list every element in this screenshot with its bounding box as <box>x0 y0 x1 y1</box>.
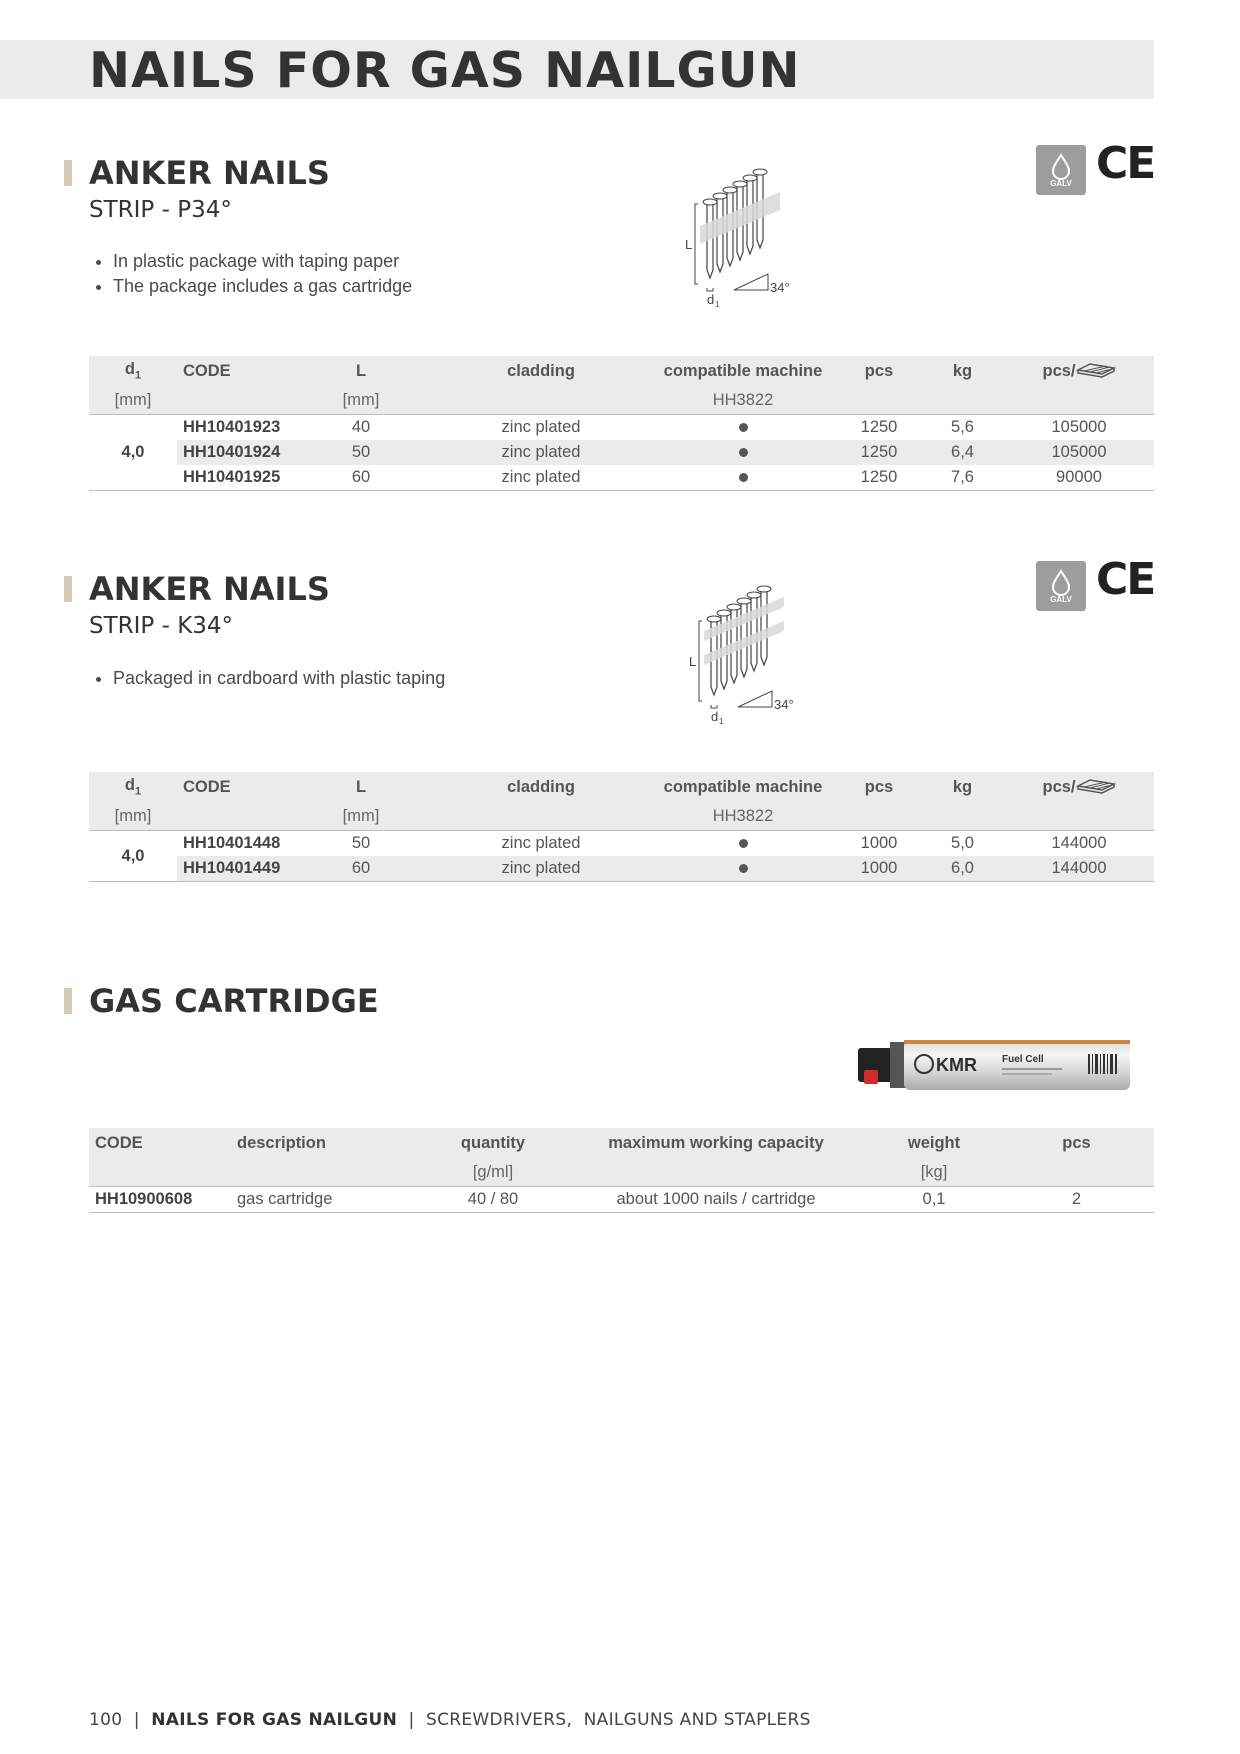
pcs-value: 1000 <box>837 856 921 882</box>
diameter-subscript: 1 <box>719 717 724 726</box>
product-code: HH10401924 <box>177 440 289 465</box>
length-label: L <box>689 654 697 669</box>
cladding-value: zinc plated <box>433 415 649 441</box>
header-code: CODE <box>177 356 289 386</box>
unit-weight: [kg] <box>869 1158 999 1187</box>
table-units-row <box>89 386 1154 415</box>
page-number: 100 <box>89 1710 123 1730</box>
table-row <box>89 465 1154 491</box>
header-cladding: cladding <box>433 772 649 802</box>
section-title: ANKER NAILS <box>89 154 330 192</box>
product-code: HH10401449 <box>177 856 289 882</box>
section-title: GAS CARTRIDGE <box>89 982 379 1020</box>
diameter-label: d <box>707 292 715 307</box>
header-code: CODE <box>177 772 289 802</box>
unit-quantity: [g/ml] <box>423 1158 563 1187</box>
angle-label: 34° <box>774 697 794 712</box>
table-header-row <box>89 1128 1154 1158</box>
header-weight: weight <box>869 1128 999 1158</box>
pcs-pallet-value: 144000 <box>1004 856 1154 882</box>
unit-length: [mm] <box>289 802 433 831</box>
pallet-icon <box>1076 362 1116 380</box>
header-pcs: pcs <box>837 356 921 386</box>
section-subtitle: STRIP - K34° <box>89 613 234 639</box>
angle-label: 34° <box>770 280 790 295</box>
table-header-row <box>89 356 1154 386</box>
header-description: description <box>237 1128 423 1158</box>
product-code: HH10900608 <box>89 1187 237 1213</box>
feature-item: • In plastic package with taping paper <box>113 249 412 274</box>
header-length: L <box>289 356 433 386</box>
feature-item: • The package includes a gas cartridge <box>113 274 412 299</box>
cladding-value: zinc plated <box>433 440 649 465</box>
galvanized-badge <box>1036 561 1086 611</box>
feature-list <box>89 249 412 299</box>
length-value: 60 <box>289 465 433 491</box>
section-title: ANKER NAILS <box>89 570 330 608</box>
pallet-icon <box>1076 778 1116 796</box>
header-d1: $d_1$ <box>89 772 177 802</box>
quantity-value: 40 / 80 <box>423 1187 563 1213</box>
cartridge-label: Fuel Cell <box>1002 1054 1044 1065</box>
product-code: HH10401925 <box>177 465 289 491</box>
pcs-pallet-value: 144000 <box>1004 831 1154 857</box>
diameter-label: d <box>711 709 719 724</box>
kg-value: 6,0 <box>921 856 1004 882</box>
feature-list <box>89 666 445 691</box>
compatible-dot <box>649 440 837 465</box>
header-pcs: pcs <box>837 772 921 802</box>
dot-icon <box>739 423 748 432</box>
compatible-dot <box>649 415 837 441</box>
capacity-value: about 1000 nails / cartridge <box>563 1187 869 1213</box>
section-subtitle: STRIP - P34° <box>89 197 232 223</box>
table-row <box>89 440 1154 465</box>
d1-value: 4,0 <box>89 831 177 882</box>
section-accent-bar <box>64 576 72 602</box>
section-accent-bar <box>64 988 72 1014</box>
pcs-value: 1250 <box>837 415 921 441</box>
cladding-value: zinc plated <box>433 465 649 491</box>
footer-separator: | <box>133 1710 140 1730</box>
header-quantity: quantity <box>423 1128 563 1158</box>
unit-length: [mm] <box>289 386 433 415</box>
header-d1: $d_1$ <box>89 356 177 386</box>
dot-icon <box>739 448 748 457</box>
kg-value: 6,4 <box>921 440 1004 465</box>
cartridge-brand: KMR <box>936 1055 977 1075</box>
pcs-value: 1250 <box>837 440 921 465</box>
footer-separator: | <box>408 1710 415 1730</box>
nail-strip-diagram <box>688 577 818 737</box>
length-value: 60 <box>289 856 433 882</box>
dot-icon <box>739 864 748 873</box>
compatible-dot <box>649 465 837 491</box>
table-units-row <box>89 802 1154 831</box>
unit-d1: [mm] <box>89 802 177 831</box>
compatible-dot <box>649 856 837 882</box>
page-footer <box>89 1710 811 1730</box>
pcs-pallet-value: 90000 <box>1004 465 1154 491</box>
table-header-row <box>89 772 1154 802</box>
kg-value: 5,0 <box>921 831 1004 857</box>
length-value: 50 <box>289 831 433 857</box>
header-cladding: cladding <box>433 356 649 386</box>
ce-mark-icon: CE <box>1096 554 1155 605</box>
weight-value: 0,1 <box>869 1187 999 1213</box>
ce-mark-icon: CE <box>1096 138 1155 189</box>
header-kg: kg <box>921 356 1004 386</box>
cartridge-table <box>89 1128 1154 1213</box>
footer-section: NAILS FOR GAS NAILGUN <box>151 1710 398 1730</box>
section-accent-bar <box>64 160 72 186</box>
unit-machine-model: HH3822 <box>649 802 837 831</box>
dot-icon <box>739 839 748 848</box>
length-value: 40 <box>289 415 433 441</box>
diameter-subscript: 1 <box>715 300 720 309</box>
galv-label: GALV <box>1050 595 1072 604</box>
cladding-value: zinc plated <box>433 856 649 882</box>
header-length: L <box>289 772 433 802</box>
pcs-value: 1000 <box>837 831 921 857</box>
header-pcs-per-pallet: pcs/ <box>1004 772 1154 802</box>
header-compatible-machine: compatible machine <box>649 772 837 802</box>
nail-strip-diagram <box>684 160 814 320</box>
product-table <box>89 356 1154 491</box>
header-pcs-per-pallet: pcs/ <box>1004 356 1154 386</box>
table-row <box>89 831 1154 857</box>
cladding-value: zinc plated <box>433 831 649 857</box>
header-capacity: maximum working capacity <box>563 1128 869 1158</box>
pcs-value: 1250 <box>837 465 921 491</box>
d1-value: 4,0 <box>89 415 177 491</box>
length-label: L <box>685 237 693 252</box>
pcs-value: 2 <box>999 1187 1154 1213</box>
pcs-pallet-value: 105000 <box>1004 440 1154 465</box>
product-table <box>89 772 1154 882</box>
length-value: 50 <box>289 440 433 465</box>
header-kg: kg <box>921 772 1004 802</box>
description-value: gas cartridge <box>237 1187 423 1213</box>
footer-chapter: SCREWDRIVERS, NAILGUNS AND STAPLERS <box>426 1710 811 1730</box>
page-title: NAILS FOR GAS NAILGUN <box>89 42 801 99</box>
unit-d1: [mm] <box>89 386 177 415</box>
header-compatible-machine: compatible machine <box>649 356 837 386</box>
galv-label: GALV <box>1050 179 1072 188</box>
unit-machine-model: HH3822 <box>649 386 837 415</box>
feature-item: • Packaged in cardboard with plastic taping <box>113 666 445 691</box>
table-units-row <box>89 1158 1154 1187</box>
table-row <box>89 856 1154 882</box>
pcs-pallet-value: 105000 <box>1004 415 1154 441</box>
table-row <box>89 415 1154 441</box>
product-code: HH10401448 <box>177 831 289 857</box>
kg-value: 7,6 <box>921 465 1004 491</box>
header-pcs: pcs <box>999 1128 1154 1158</box>
dot-icon <box>739 473 748 482</box>
gas-cartridge-image <box>852 1036 1136 1100</box>
galvanized-badge <box>1036 145 1086 195</box>
header-code: CODE <box>89 1128 237 1158</box>
kg-value: 5,6 <box>921 415 1004 441</box>
product-code: HH10401923 <box>177 415 289 441</box>
table-row <box>89 1187 1154 1213</box>
compatible-dot <box>649 831 837 857</box>
